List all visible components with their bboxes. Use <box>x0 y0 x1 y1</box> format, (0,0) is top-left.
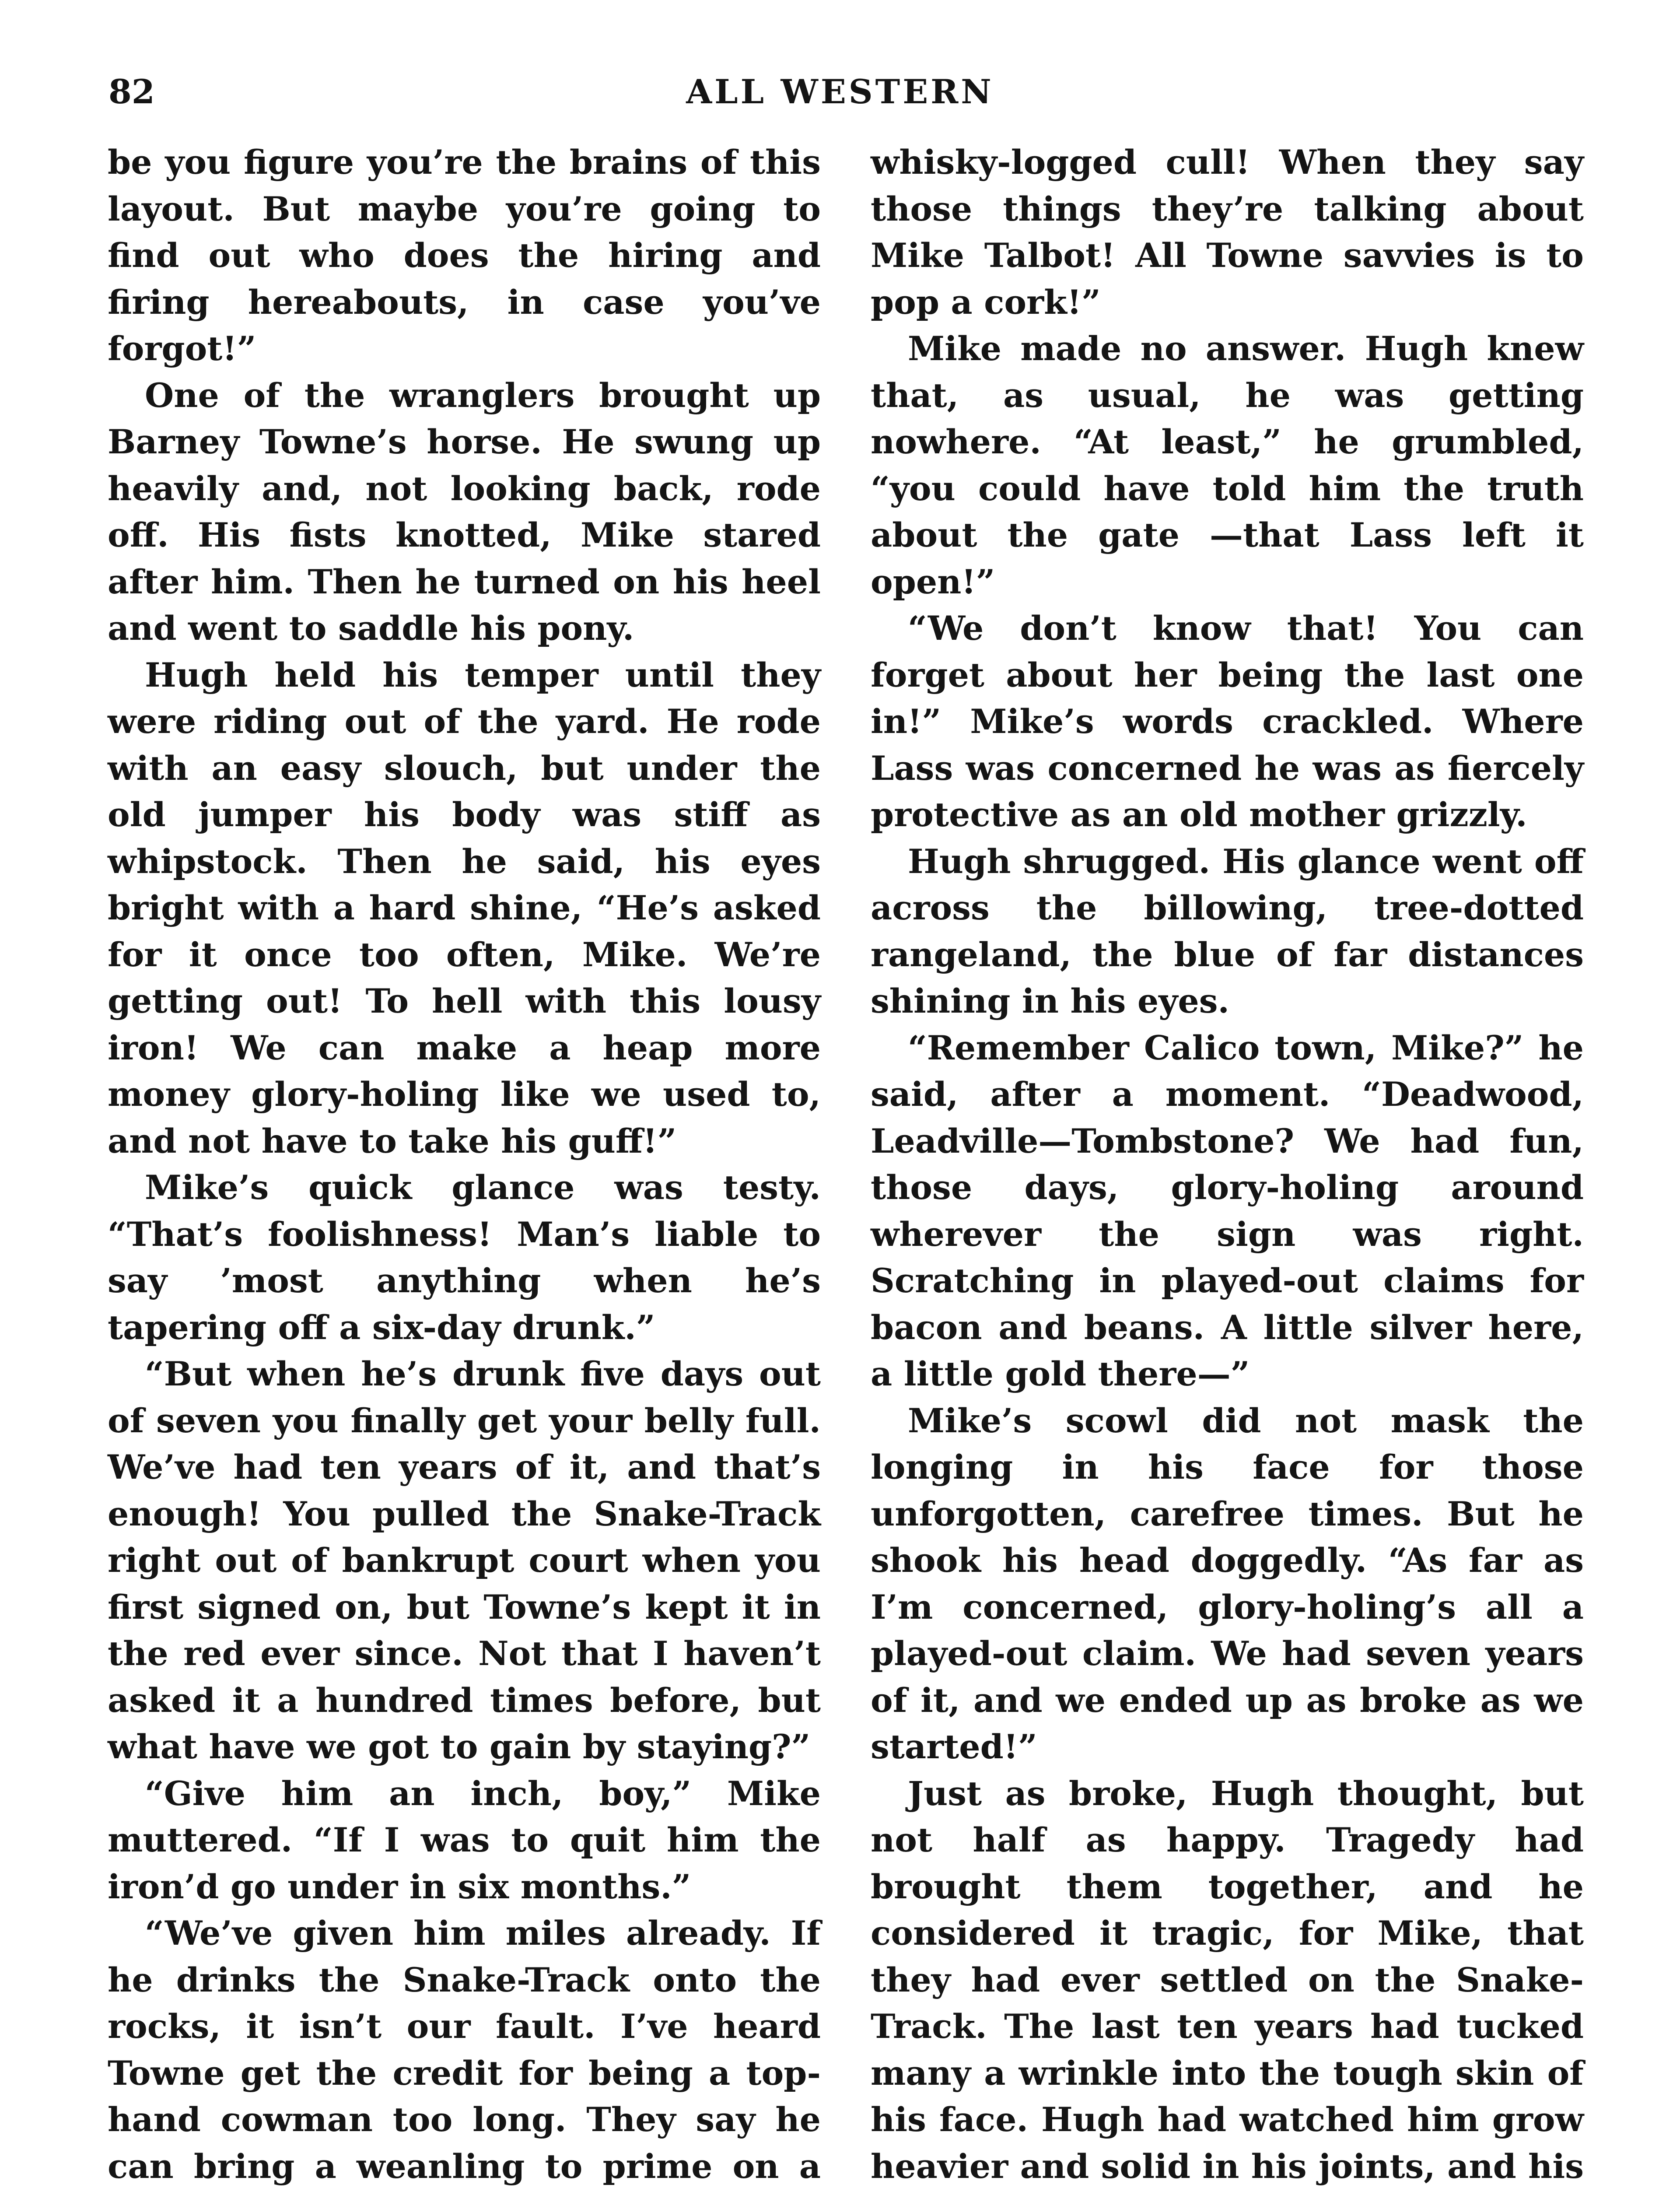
paragraph: Mike’s quick glance was testy. “That’s foolishness! Man’s liable to say ’most anything when he’s tapering off a six-day drunk.” <box>108 1168 821 1347</box>
paragraph: Hugh held his temper until they were riding out of the yard. He rode with an easy slouch, but under the old jumper his body was stiff as whipstock. Then he said, his eyes bright with a hard shine, “He’s asked for it once too often, Mike. We’re getting out! To hell with this lousy iron! We can make a heap more money glory-holing like we used to, and not have to take his guff!” <box>108 655 821 1161</box>
paragraph: Mike’s scowl did not mask the longing in his face for those unforgotten, carefree times. But he shook his head doggedly. “As far as I’m concerned, glory-holing’s all a played-out claim. We had seven years of it, and we ended up as broke as we started!” <box>871 1401 1584 1766</box>
page-number: 82 <box>108 72 155 111</box>
right-column <box>871 139 1584 2188</box>
left-column <box>108 139 821 2188</box>
paragraph: “We’ve given him miles already. If he drinks the Snake-Track onto the rocks, it isn’t our fault. I’ve heard Towne get the credit for being a top-hand cowman too long. They say he can bring a weanling to prime on a <box>108 1914 821 2186</box>
page-header <box>0 66 1680 118</box>
paragraph: One of the wranglers brought up Barney Towne’s horse. He swung up heavily and, not looking back, rode off. His fists knotted, Mike stared after him. Then he turned on his heel and went to saddle his pony. <box>108 375 821 648</box>
paragraph: “But when he’s drunk five days out of seven you finally get your belly full. We’ve had ten years of it, and that’s enough! You pulled the Snake-Track right out of bankrupt court when you first signed on, but Towne’s kept it in the red ever since. Not that I haven’t asked it a hundred times before, but what have we got to gain by staying?” <box>108 1354 821 1766</box>
paragraph: “Give him an inch, boy,” Mike muttered. “If I was to quit him the iron’d go under in six months.” <box>108 1774 821 1906</box>
paragraph: “Remember Calico town, Mike?” he said, after a moment. “Deadwood, Leadville—Tombstone? We had fun, those days, glory-holing around wherever the sign was right. Scratching in played-out claims for bacon and beans. A little silver here, a little gold there—” <box>871 1028 1584 1393</box>
paragraph: whisky-logged cull! When they say those things they’re talking about Mike Talbot! All Towne savvies is to pop a cork!” <box>871 143 1584 322</box>
running-title: ALL WESTERN <box>686 72 994 111</box>
paragraph: Hugh shrugged. His glance went off across the billowing, tree-dotted rangeland, the blue of far distances shining in his eyes. <box>871 842 1584 1020</box>
paragraph: Mike made no answer. Hugh knew that, as usual, he was getting nowhere. “At least,” he grumbled, “you could have told him the truth about the gate —that Lass left it open!” <box>871 329 1584 601</box>
paragraph: “We don’t know that! You can forget about her being the last one in!” Mike’s words crackled. Where Lass was concerned he was as fiercely protective as an old mother grizzly. <box>871 609 1584 834</box>
paragraph: Just as broke, Hugh thought, but not half as happy. Tragedy had brought them together, and he considered it tragic, for Mike, that they had ever settled on the Snake-Track. The last ten years had tucked many a wrinkle into the tough skin of his face. Hugh had watched him grow heavier and solid in his joints, and his <box>871 1774 1584 2186</box>
paragraph: be you figure you’re the brains of this layout. But maybe you’re going to find out who does the hiring and firing hereabouts, in case you’ve forgot!” <box>108 143 821 368</box>
